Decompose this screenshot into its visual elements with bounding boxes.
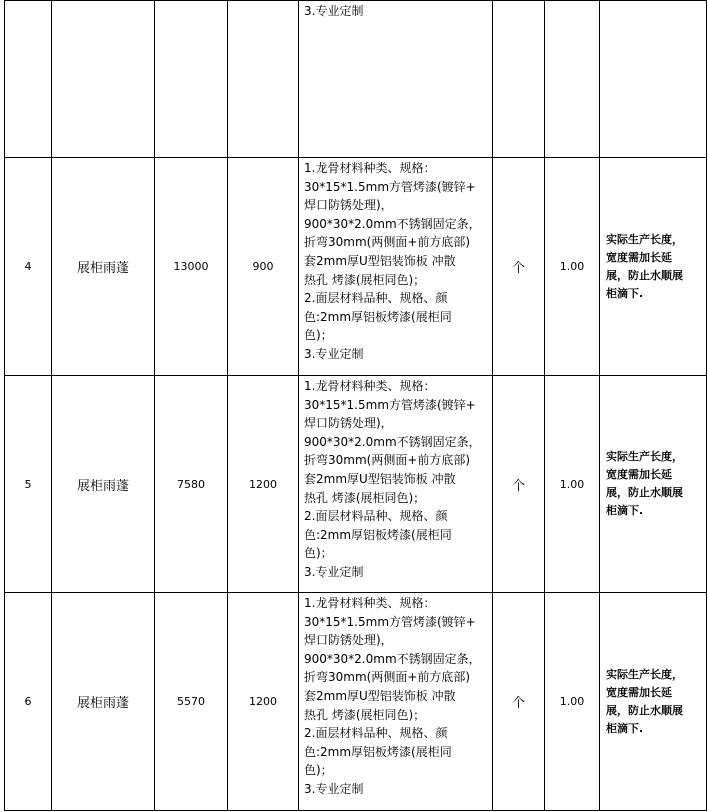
spec-line: 3.专业定制 (304, 781, 364, 796)
length-cell: 5570 (155, 593, 228, 811)
length-cell: 13000 (155, 158, 228, 376)
length-cell: 7580 (155, 376, 228, 593)
spec-line: 1.龙骨材料种类、规格： (304, 596, 436, 610)
qty-cell: 1.00 (545, 158, 600, 376)
length-cell (155, 1, 228, 158)
width-cell: 1200 (228, 593, 299, 811)
spec-cell (299, 158, 493, 376)
seq-cell: 6 (5, 593, 52, 811)
spec-line: 2.面层材料品种、规格、颜 (304, 509, 448, 524)
spec-cell (299, 1, 493, 158)
seq-cell: 5 (5, 376, 52, 593)
remark-line: 宽度需加长延 (606, 250, 672, 264)
name-cell (52, 1, 155, 158)
remark-line: 柜滴下. (606, 504, 644, 517)
seq-cell: 4 (5, 158, 52, 376)
table-row (5, 158, 707, 376)
spec-line: 热孔 烤漆(展柜同色)； (304, 272, 426, 287)
spec-line: 30*15*1.5mm方管烤漆(镀锌+ (304, 614, 476, 629)
spec-line: 套2mm厚U型铝装饰板 冲散 (304, 688, 456, 703)
name-cell: 展柜雨蓬 (52, 158, 155, 376)
spec-line: 热孔 烤漆(展柜同色)； (304, 490, 426, 505)
remark-line: 实际生产长度， (606, 232, 683, 246)
spec-line: 折弯30mm(两侧面+前方底部) (304, 453, 471, 468)
spec-cell (299, 376, 493, 593)
spec-line: 焊口防锈处理)， (304, 198, 393, 213)
spec-line: 900*30*2.0mm不锈钢固定条， (304, 434, 481, 449)
remark-cell (600, 376, 707, 593)
unit-cell (493, 1, 545, 158)
remark-line: 展，防止水顺展 (606, 268, 683, 282)
remark-line: 宽度需加长延 (606, 685, 672, 699)
spec-line: 900*30*2.0mm不锈钢固定条， (304, 216, 481, 231)
unit-cell: 个 (493, 158, 545, 376)
remark-line: 宽度需加长延 (606, 468, 672, 481)
unit-cell: 个 (493, 376, 545, 593)
seq-cell (5, 1, 52, 158)
spec-line: 焊口防锈处理)， (304, 633, 393, 648)
table-row-continued (5, 1, 707, 158)
remark-cell (600, 593, 707, 811)
name-cell: 展柜雨蓬 (52, 376, 155, 593)
name-cell: 展柜雨蓬 (52, 593, 155, 811)
spec-line: 30*15*1.5mm方管烤漆(镀锌+ (304, 179, 476, 194)
spec-line: 色)； (304, 763, 333, 778)
spec-line: 1.龙骨材料种类、规格： (304, 161, 436, 175)
spec-line: 色:2mm厚铝板烤漆(展柜同 (304, 744, 452, 759)
remark-line: 展，防止水顺展 (606, 703, 683, 717)
width-cell: 900 (228, 158, 299, 376)
width-cell (228, 1, 299, 158)
spec-line: 折弯30mm(两侧面+前方底部) (304, 670, 471, 685)
spec-line: 1.龙骨材料种类、规格： (304, 379, 436, 393)
spec-line: 色)； (304, 546, 333, 561)
spec-line: 2.面层材料品种、规格、颜 (304, 726, 448, 741)
spec-line: 焊口防锈处理)， (304, 416, 393, 431)
spec-line: 900*30*2.0mm不锈钢固定条， (304, 651, 481, 666)
spec-line: 色:2mm厚铝板烤漆(展柜同 (304, 309, 452, 324)
spec-line: 3.专业定制 (304, 346, 364, 361)
qty-cell (545, 1, 600, 158)
table-row (5, 593, 707, 811)
quote-table (4, 0, 707, 811)
remark-line: 实际生产长度， (606, 450, 683, 463)
spec-cell (299, 593, 493, 811)
spec-line: 30*15*1.5mm方管烤漆(镀锌+ (304, 397, 476, 412)
remark-cell (600, 1, 707, 158)
qty-cell: 1.00 (545, 593, 600, 811)
spec-line: 3.专业定制 (304, 564, 364, 579)
remark-line: 柜滴下. (606, 721, 644, 735)
spec-line: 折弯30mm(两侧面+前方底部) (304, 235, 471, 250)
spec-line: 套2mm厚U型铝装饰板 冲散 (304, 253, 456, 268)
spec-line: 色)； (304, 328, 333, 343)
spec-line: 热孔 烤漆(展柜同色)； (304, 707, 426, 722)
spec-line: 3.专业定制 (304, 4, 364, 18)
width-cell: 1200 (228, 376, 299, 593)
spec-line: 套2mm厚U型铝装饰板 冲散 (304, 471, 456, 486)
remark-cell (600, 158, 707, 376)
remark-line: 展，防止水顺展 (606, 486, 683, 499)
qty-cell: 1.00 (545, 376, 600, 593)
unit-cell: 个 (493, 593, 545, 811)
remark-line: 柜滴下. (606, 286, 644, 300)
spec-line: 色:2mm厚铝板烤漆(展柜同 (304, 527, 452, 542)
table-row (5, 376, 707, 593)
spec-line: 2.面层材料品种、规格、颜 (304, 291, 448, 306)
remark-line: 实际生产长度， (606, 667, 683, 681)
